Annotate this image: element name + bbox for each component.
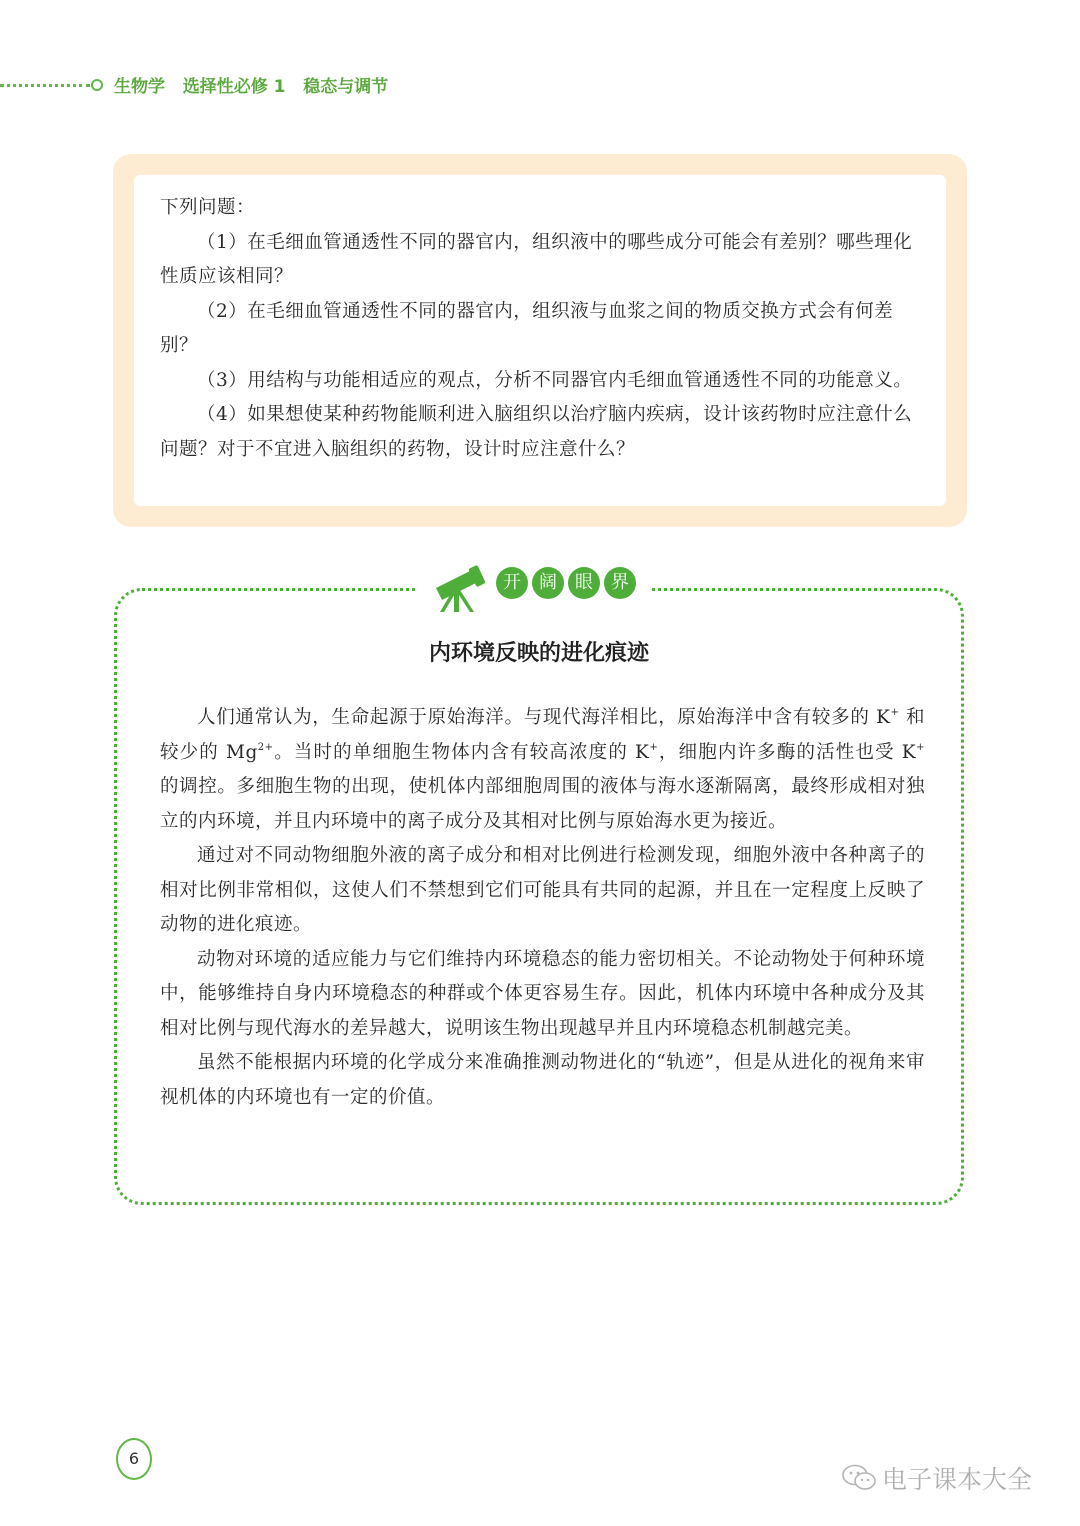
paragraph-3: 动物对环境的适应能力与它们维持内环境稳态的能力密切相关。不论动物处于何种环境中，能够维持自身内环境稳态的种群或个体更容易生存。因此，机体内环境中各种成分及其相对比例与现代海水的差异越大，说明该生物出现越早并且内环境稳态机制越完美。	[160, 948, 925, 1039]
wechat-icon	[842, 1464, 876, 1492]
horizons-text	[160, 701, 925, 1115]
mg-ion-charge: 2+	[257, 741, 274, 753]
question-2: （2）在毛细血管通透性不同的器官内，组织液与血浆之间的物质交换方式会有何差别？	[160, 300, 894, 356]
watermark	[842, 1460, 1062, 1496]
discussion-text	[160, 191, 925, 467]
running-header	[0, 72, 600, 98]
badge-char-3: 眼	[568, 567, 600, 599]
header-dotted-rule	[0, 84, 90, 87]
p1-part-b: 和较少的 Mg	[160, 707, 925, 763]
p1-part-d: ，细胞内许多酶的活性也受 K	[658, 741, 917, 763]
page-number: 6	[116, 1438, 152, 1480]
header-title: 生物学 选择性必修 1 稳态与调节	[114, 77, 389, 97]
question-3: （3）用结构与功能相适应的观点，分析不同器官内毛细血管通透性不同的功能意义。	[197, 369, 913, 391]
paragraph-1	[160, 701, 925, 839]
paragraph-4: 虽然不能根据内环境的化学成分来准确推测动物进化的“轨迹”，但是从进化的视角来审视机体的内环境也有一定的价值。	[160, 1052, 925, 1108]
p1-part-e: 的调控。多细胞生物的出现，使机体内部细胞周围的液体与海水逐渐隔离，最终形成相对独立的内环境，并且内环境中的离子成分及其相对比例与原始海水更为接近。	[160, 776, 925, 832]
p1-part-c: 。当时的单细胞生物体内含有较高浓度的 K	[273, 741, 650, 763]
discussion-intro: 下列问题：	[160, 197, 256, 218]
badge-char-1: 开	[496, 567, 528, 599]
badge-char-2: 阔	[532, 567, 564, 599]
question-1: （1）在毛细血管通透性不同的器官内，组织液中的哪些成分可能会有差别？哪些理化性质应该相同？	[160, 231, 913, 287]
horizons-title: 内环境反映的进化痕迹	[428, 641, 649, 666]
telescope-icon	[432, 562, 488, 614]
k-ion-charge: +	[649, 741, 659, 753]
paragraph-2: 通过对不同动物细胞外液的离子成分和相对比例进行检测发现，细胞外液中各种离子的相对比例非常相似，这使人们不禁想到它们可能具有共同的起源，并且在一定程度上反映了动物的进化痕迹。	[160, 845, 925, 935]
watermark-text: 电子课本大全	[882, 1465, 1033, 1494]
p1-part-a: 人们通常认为，生命起源于原始海洋。与现代海洋相比，原始海洋中含有较多的 K	[197, 707, 891, 728]
question-4: （4）如果想使某种药物能顺利进入脑组织以治疗脑内疾病，设计该药物时应注意什么问题？对于不宜进入脑组织的药物，设计时应注意什么？	[160, 404, 913, 460]
k-ion-charge: +	[916, 741, 926, 753]
header-ring-icon	[91, 79, 103, 91]
badge-char-4: 界	[604, 567, 636, 599]
k-ion-charge: +	[890, 707, 900, 718]
